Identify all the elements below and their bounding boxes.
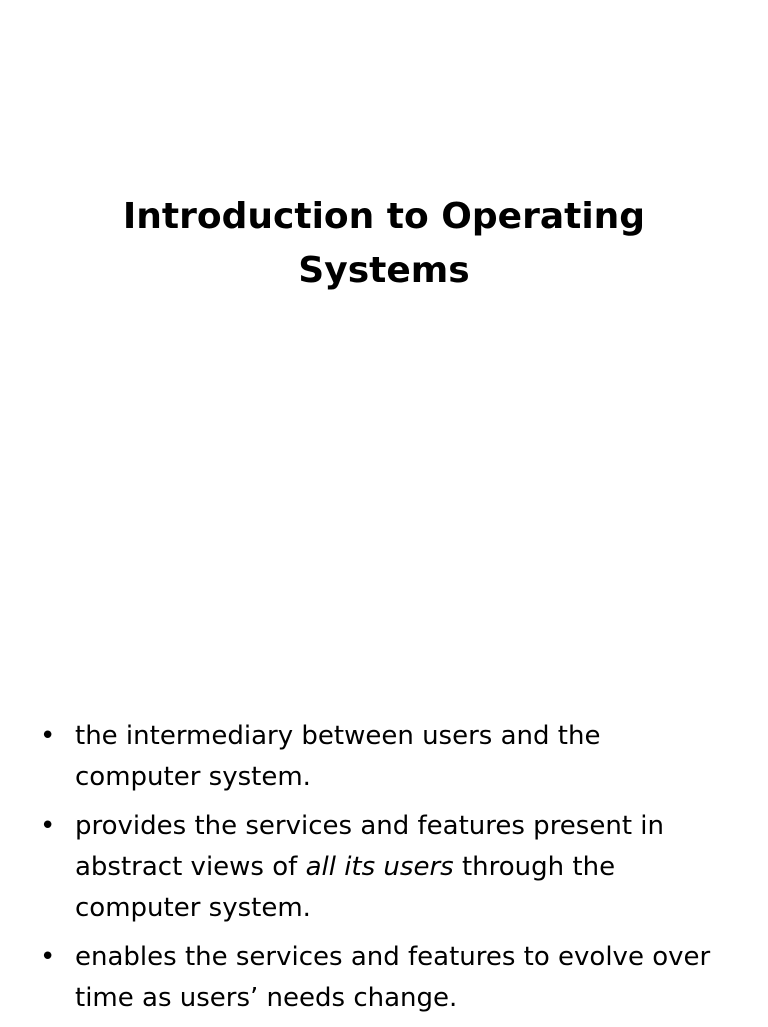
slide-title: Introduction to Operating Systems [122, 196, 646, 291]
bullet-icon: • [40, 942, 56, 972]
bullet-item [40, 937, 720, 1019]
bullet-emphasis-text: all its users [305, 852, 454, 882]
bullet-text: enables the services and features to evolve over time as users’ needs change. [75, 942, 711, 1013]
bullet-text: the intermediary between users and the computer system. [75, 721, 601, 792]
bullet-list [40, 716, 720, 1027]
bullet-icon: • [40, 811, 56, 841]
bullet-item [40, 716, 720, 798]
bullet-icon: • [40, 721, 56, 751]
bullet-text: through the computer system. [75, 852, 616, 923]
bullet-text: provides the services and features present in abstract views of [75, 811, 664, 882]
bullet-item [40, 806, 720, 929]
